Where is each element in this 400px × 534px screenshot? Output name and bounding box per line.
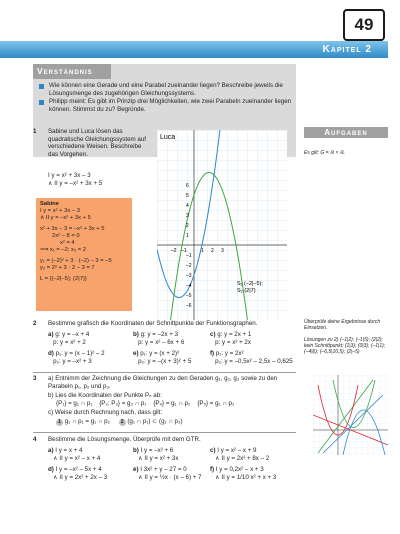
y-tick-label: –2 xyxy=(186,263,192,269)
task3-b-items: {P₁} = g₁ ∩ p₁ {P₂; P₃} = g₃ ∩ p₁ {P₄} = g₁ ∩ p₂ {P₅} = g₁ ∩ p₂ xyxy=(56,400,235,407)
x-tick-label: –1 xyxy=(181,248,187,254)
check-note: Überprüfe deine Ergebnisse durch Einsetzen. xyxy=(304,319,381,331)
task2-item: c) g: y = 2x + 1 p: y = x² + 2x xyxy=(210,331,252,346)
task1-system: I y = x² + 3x – 3 ∧ II y = –x² + 3x + 5 xyxy=(48,172,103,187)
task3-c: c) Weise durch Rechnung nach, dass gilt: xyxy=(48,409,163,416)
task4-item: d) I y = –x² – 5x + 4 ∧ II y = 2x² + 2x – 3 xyxy=(48,466,108,481)
verstaendnis-title: Verständnis xyxy=(33,64,111,79)
task-number: 2 xyxy=(33,320,37,327)
aufgaben-label: Aufgaben xyxy=(304,127,388,138)
divider xyxy=(33,432,296,433)
y-tick-label: –6 xyxy=(186,303,192,309)
luca-title: Luca xyxy=(160,134,176,141)
task4-item: f) I y = 0,2x² – x + 3 ∧ II y = 1/10 x² + x + 3 xyxy=(210,466,277,481)
task1-text: Sabine und Luca lösen das quadratische Gleichungssystem auf verschiedene Weisen. Beschreibe das Vorgehen. xyxy=(48,128,147,158)
y-tick-label: –3 xyxy=(186,273,192,279)
x-tick-label: 1 xyxy=(201,248,204,254)
task4-item: c) I y = x² – x + 9 ∧ II y = 2x² + 8x – 2 xyxy=(210,447,270,462)
sabine-line: ⟹ x₁ = –2; x₂ = 2 xyxy=(40,247,87,253)
task2-text: Bestimme grafisch die Koordinaten der Schnittpunkte der Funktionsgraphen. xyxy=(48,320,258,327)
sabine-line: x² = 4 xyxy=(60,240,75,246)
task3-graph-svg xyxy=(313,375,388,455)
task2-item: f) p₁: y = 2x² p₂: y = –0,5x² – 2,5x – 0,625 xyxy=(210,350,293,365)
y-tick-label: 2 xyxy=(186,223,189,229)
luca-s1: S₁ (–2|–5); xyxy=(237,281,263,287)
task-number: 1 xyxy=(33,128,37,135)
sabine-line: y₁ = (–2)² + 3 · (–2) – 3 = –5 xyxy=(40,258,112,264)
task2-item: a) g: y = –x + 4 p: y = x² + 2 xyxy=(48,331,90,346)
x-tick-label: 3 xyxy=(221,248,224,254)
task-number: 3 xyxy=(33,375,37,382)
task4-item: a) I y = x + 4 ∧ II y = x² – x + 4 xyxy=(48,447,101,462)
sabine-line: L = {(–2|–5); (2|7)} xyxy=(40,276,87,282)
y-tick-label: 6 xyxy=(186,183,189,189)
task3-b: b) Lies die Koordinaten der Punkte Pₙ ab: xyxy=(48,392,162,399)
task4-text: Bestimme die Lösungsmenge. Überprüfe mit dem GTR. xyxy=(48,436,201,443)
task3-graph xyxy=(313,375,388,455)
task2-item: e) p₁: y = (x + 2)² p₂: y = –(x + 3)² + 5 xyxy=(133,350,192,365)
task2-item: d) p₁: y = (x – 1)² – 2 p₂: y = –x² + 3 xyxy=(48,350,105,365)
divider xyxy=(33,372,296,373)
verstaendnis-item: Wie können eine Gerade und eine Parabel zueinander liegen? Beschreibe jeweils die Lösungsmenge des zugehörigen Gleichungssystems. xyxy=(39,82,292,97)
y-tick-label: 5 xyxy=(186,193,189,199)
y-tick-label: 4 xyxy=(186,203,189,209)
sabine-line: ∧ II y = –x² + 3x + 5 xyxy=(40,215,91,221)
chapter-bar xyxy=(0,41,388,58)
task-number: 4 xyxy=(33,436,37,443)
sabine-line: y₂ = 2² + 3 · 2 – 3 = 7 xyxy=(40,265,95,271)
verstaendnis-item: Philipp meint: Es gibt im Prinzip drei Möglichkeiten, wie zwei Parabeln zueinander liegen können. Stimmst du zu? Begründe. xyxy=(39,98,292,113)
task3-c-items: 1 g₁ ∩ p₁ = g₁ ∩ p₂ 2 (g₁ ∩ p₁) ⊂ (g₁ ∩ p₃) xyxy=(56,418,306,426)
x-tick-label: 2 xyxy=(211,248,214,254)
bullet-square-icon xyxy=(39,84,44,89)
y-tick-label: –4 xyxy=(186,283,192,289)
luca-graph-svg xyxy=(157,130,287,320)
y-tick-label: –5 xyxy=(186,293,192,299)
given-note: Es gilt: G = ℝ × ℝ. xyxy=(304,150,345,156)
chapter-label: Kapitel 2 xyxy=(322,44,372,55)
verstaendnis-list xyxy=(39,82,292,114)
task4-item: e) I 3x² + y – 27 = 0 ∧ II y = ½x · (x – 6) + 7 xyxy=(133,466,202,481)
y-tick-label: 3 xyxy=(186,213,189,219)
luca-s2: S₂ (2|7) xyxy=(237,288,256,294)
sabine-title: Sabine xyxy=(40,201,60,207)
luca-graph xyxy=(157,130,287,320)
task3-a: a) Entnimm der Zeichnung die Gleichungen zu den Geraden g₁, g₂, g₃ sowie zu den Parabeln p₁, p₂ und p₃. xyxy=(48,375,278,390)
bullet-square-icon xyxy=(39,100,44,105)
y-tick-label: –1 xyxy=(186,253,192,259)
sabine-line: 2x² – 8 = 0 xyxy=(52,233,80,239)
sabine-line: I y = x² + 3x – 3 xyxy=(40,208,80,214)
sabine-line: x² + 3x – 3 = –x² + 3x + 5 xyxy=(40,226,105,232)
task2-item: b) g: y = –2x + 3 p: y = x² – 6x + 6 xyxy=(133,331,185,346)
solutions-note: Lösungen zu 2) (–1|2); (–1|5); (2|2); kein Schnittpunkt; (1|3); (0|3); (–1|1); (–4|6); (–6,5|10,5); (2|–5) xyxy=(304,337,386,355)
x-tick-label: –2 xyxy=(171,248,177,254)
task4-item: b) I y = –x² + 6 ∧ II y = x² + 3x xyxy=(133,447,179,462)
sabine-solution-box xyxy=(36,198,132,311)
page-number: 49 xyxy=(343,9,385,41)
y-tick-label: 1 xyxy=(186,233,189,239)
